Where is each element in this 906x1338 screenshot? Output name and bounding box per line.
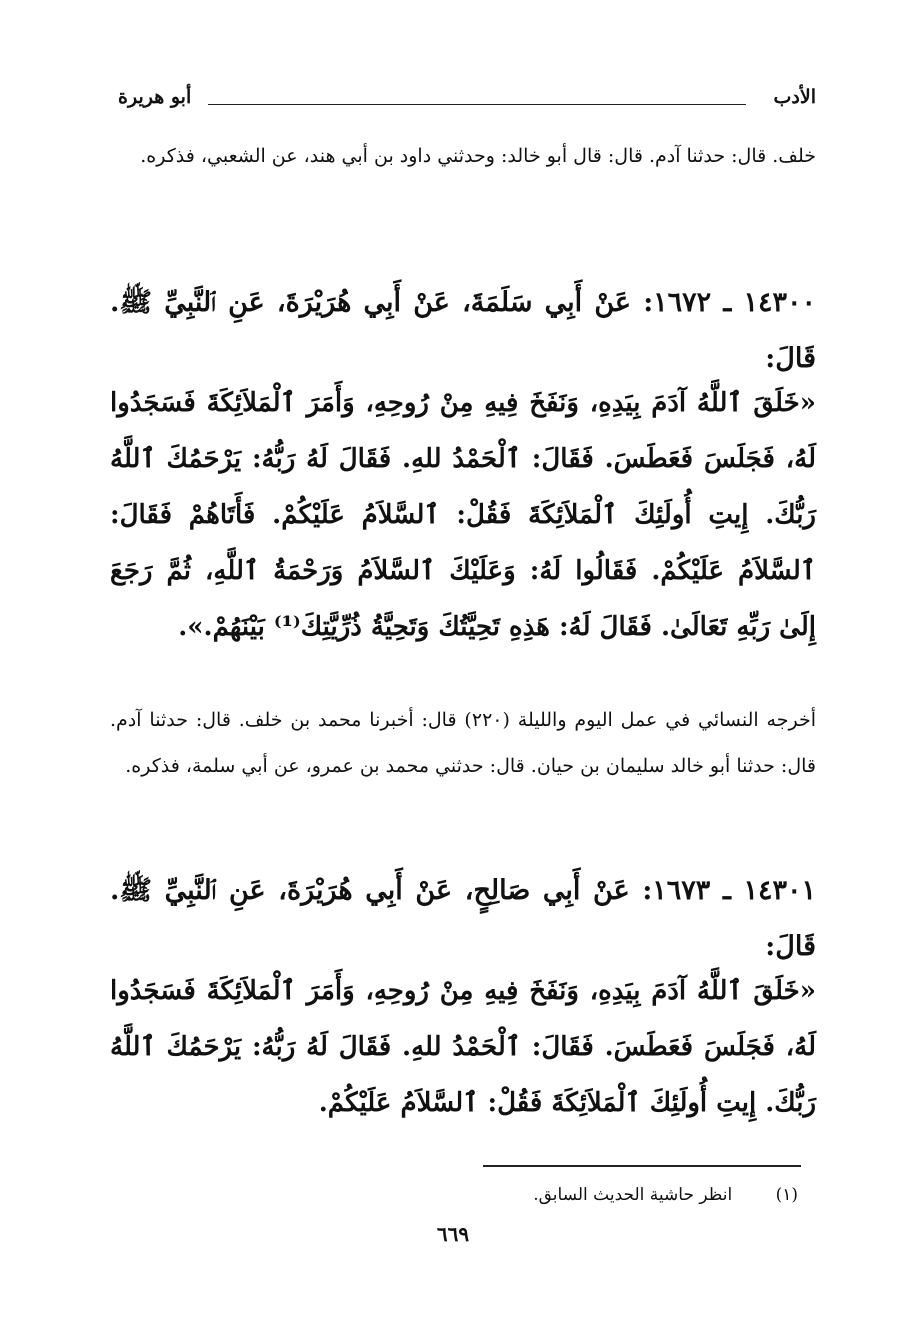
header-rule — [208, 104, 746, 105]
hadith-text-14301: «خَلَقَ ٱللَّهُ آدَمَ بِيَدِهِ، وَنَفَخَ فِيهِ مِنْ رُوحِهِ، وَأَمَرَ ٱلْمَلاَئِكَةَ فَسَجَدُوا لَهُ، فَجَلَسَ فَعَطَسَ. فَقَالَ: ٱلْحَمْدُ للهِ. فَقَالَ لَهُ رَبُّهُ: يَرْحَمُكَ ٱللَّهُ رَبُّكَ. إِيتِ أُولَئِكَ ٱلْمَلاَئِكَةَ فَقُلْ: ٱلسَّلاَمُ عَلَيْكُمْ. — [110, 976, 816, 1118]
footnote-rule — [483, 1165, 801, 1167]
chapter-title: الأدب — [773, 86, 816, 108]
footnote-marker: (١) — [775, 1185, 798, 1205]
hadith-heading-14300: ١٤٣٠٠ ـ ١٦٧٢: عَنْ أَبِي سَلَمَةَ، عَنْ أَبِي هُرَيْرَةَ، عَنِ ٱلنَّبِيِّ ﷺ. قَالَ: — [110, 287, 816, 374]
footnote — [533, 1185, 798, 1205]
continuation-paragraph: خلف. قال: حدثنا آدم. قال: قال أبو خالد: وحدثني داود بن أبي هند، عن الشعبي، فذكره. — [140, 145, 816, 167]
running-header — [118, 86, 816, 116]
takhrij-paragraph: أخرجه النسائي في عمل اليوم والليلة (٢٢٠) قال: أخبرنا محمد بن خلف. قال: حدثنا آدم. قال: حدثنا أبو خالد سليمان بن حيان. قال: حدثني محمد بن عمرو، عن أبي سلمة، فذكره. — [110, 709, 816, 777]
page-number: ٦٦٩ — [436, 1222, 470, 1246]
section-subtitle: أبو هريرة — [118, 86, 192, 108]
footnote-text: انظر حاشية الحديث السابق. — [533, 1185, 733, 1205]
hadith-heading-14301: ١٤٣٠١ ـ ١٦٧٣: عَنْ أَبِي صَالِحٍ، عَنْ أَبِي هُرَيْرَةَ، عَنِ ٱلنَّبِيِّ ﷺ. قَالَ: — [110, 875, 816, 962]
hadith-text-14300: «خَلَقَ ٱللَّهُ آدَمَ بِيَدِهِ، وَنَفَخَ فِيهِ مِنْ رُوحِهِ، وَأَمَرَ ٱلْمَلاَئِكَةَ فَسَجَدُوا لَهُ، فَجَلَسَ فَعَطَسَ. فَقَالَ: ٱلْحَمْدُ للهِ. فَقَالَ لَهُ رَبُّهُ: يَرْحَمُكَ ٱللَّهُ رَبُّكَ. إِيتِ أُولَئِكَ ٱلْمَلاَئِكَةَ فَقُلْ: ٱلسَّلاَمُ عَلَيْكُمْ. فَأَتَاهُمْ فَقَالَ: ٱلسَّلاَمُ عَلَيْكُمْ. فَقَالُوا لَهُ: وَعَلَيْكَ ٱلسَّلاَمُ وَرَحْمَةُ ٱللَّهِ، ثُمَّ رَجَعَ إِلَىٰ رَبِّهِ تَعَالَىٰ. فَقَالَ لَهُ: هَذِهِ تَحِيَّتُكَ وَتَحِيَّةُ ذُرِّيَّتِكَ⁽¹⁾ بَيْنَهُمْ.». — [110, 388, 816, 642]
